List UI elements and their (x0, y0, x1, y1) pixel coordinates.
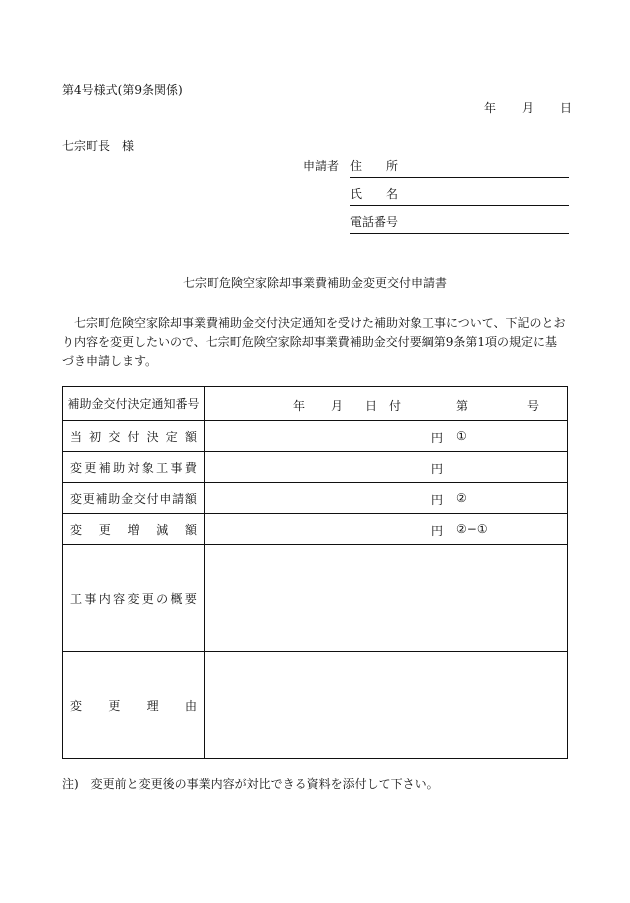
label-char: 要 (184, 591, 197, 606)
label-char: 更 (82, 491, 95, 506)
label-char: 決 (146, 429, 159, 444)
row-label (63, 514, 205, 545)
body-text: 七宗町危険空家除却事業費補助金交付決定通知を受けた補助対象工事について、下記のとおり内容を変更したいので、七宗町危険空家除却事業費補助金交付要綱第9条第1項の規定に基づき申請します。 (62, 316, 566, 368)
table-row (63, 421, 568, 452)
notice-number-label (63, 387, 205, 421)
label-char: 事 (84, 591, 97, 606)
difference-label (63, 521, 204, 538)
label-char: 変 (70, 522, 83, 537)
label-char: 内 (98, 591, 111, 606)
changed-cost-cell[interactable] (205, 452, 568, 483)
label-char: 変 (127, 591, 140, 606)
label-char: 助 (113, 460, 126, 475)
phone-label: 電話番号 (350, 215, 399, 229)
label-char: 変 (70, 698, 83, 713)
label-char: 由 (184, 698, 197, 713)
notice-go: 号 (527, 398, 540, 413)
label-char: 請 (172, 491, 185, 506)
applicant-block (303, 157, 569, 241)
label-char: 交 (133, 491, 146, 506)
label-char: 減 (156, 522, 169, 537)
name-field[interactable] (350, 205, 569, 206)
row-label (63, 545, 205, 652)
label-char: 付 (146, 491, 159, 506)
label-char: 初 (89, 429, 102, 444)
label-char: 額 (184, 522, 197, 537)
table-row (63, 652, 568, 759)
name-label: 氏 名 (350, 187, 399, 201)
yen-unit: 円 (431, 493, 444, 507)
label-char: 対 (127, 460, 140, 475)
application-table (62, 386, 568, 759)
amount-mark: ② (456, 491, 467, 505)
notice-number-cell[interactable] (205, 387, 568, 421)
applicant-name-row (303, 185, 569, 213)
label-char: 理 (146, 698, 159, 713)
row-label (63, 483, 205, 514)
notice-year: 年 (293, 398, 306, 413)
table-row (63, 387, 568, 421)
addressee: 七宗町長 様 (62, 139, 135, 153)
row-label (63, 421, 205, 452)
table-row (63, 545, 568, 652)
label-char: 金 (121, 491, 134, 506)
amount-mark: ②−① (456, 522, 488, 536)
label-char: 更 (108, 698, 121, 713)
form-number: 第4号様式(第9条関係) (62, 83, 183, 97)
label-char: 付 (127, 429, 140, 444)
table-row (63, 514, 568, 545)
summary-cell[interactable] (205, 545, 568, 652)
notice-day: 日 (365, 398, 378, 413)
label-char: 変 (70, 491, 83, 506)
yen-unit: 円 (431, 462, 444, 476)
yen-unit: 円 (431, 431, 444, 445)
notice-dai: 第 (456, 398, 469, 413)
date-year: 年 (484, 101, 497, 115)
label-char: の (156, 591, 169, 606)
table-row (63, 452, 568, 483)
reason-label (63, 697, 204, 714)
label-char: 申 (159, 491, 172, 506)
initial-amount-cell[interactable] (205, 421, 568, 452)
changed-cost-label (63, 459, 204, 476)
label-char: 工 (156, 460, 169, 475)
label-char: 容 (113, 591, 126, 606)
changed-request-label (63, 490, 204, 507)
label-char: 事 (170, 460, 183, 475)
summary-label (63, 590, 204, 607)
label-char: 当 (70, 429, 83, 444)
label-char: 更 (98, 522, 111, 537)
document-title: 七宗町危険空家除却事業費補助金変更交付申請書 (182, 276, 447, 290)
label-char: 額 (184, 429, 197, 444)
reason-cell[interactable] (205, 652, 568, 759)
address-field[interactable] (350, 177, 569, 178)
label-char: 定 (165, 429, 178, 444)
label-char: 更 (141, 591, 154, 606)
amount-mark: ① (456, 429, 467, 443)
table-row (63, 483, 568, 514)
phone-field[interactable] (350, 233, 569, 234)
row-label (63, 652, 205, 759)
row-label (63, 452, 205, 483)
label-char: 交 (108, 429, 121, 444)
footnote: 注) 変更前と変更後の事業内容が対比できる資料を添付して下さい。 (62, 777, 439, 791)
notice-number-label-text: 補助金交付決定通知番号 (67, 397, 200, 411)
label-char: 増 (127, 522, 140, 537)
yen-unit: 円 (431, 524, 444, 538)
date-month: 月 (522, 101, 535, 115)
applicant-phone-row (303, 213, 569, 241)
label-char: 補 (95, 491, 108, 506)
notice-tsuke: 付 (389, 398, 402, 413)
label-char: 象 (141, 460, 154, 475)
label-char: 更 (84, 460, 97, 475)
label-char: 概 (170, 591, 183, 606)
applicant-heading: 申請者 (303, 159, 340, 173)
label-char: 補 (98, 460, 111, 475)
initial-amount-label (63, 428, 204, 445)
label-char: 工 (70, 591, 83, 606)
date-line (484, 99, 572, 116)
difference-cell[interactable] (205, 514, 568, 545)
label-char: 変 (70, 460, 83, 475)
date-day: 日 (560, 101, 573, 115)
label-char: 額 (184, 491, 197, 506)
label-char: 費 (184, 460, 197, 475)
address-label: 住 所 (350, 159, 399, 173)
notice-month: 月 (331, 398, 344, 413)
changed-request-cell[interactable] (205, 483, 568, 514)
label-char: 助 (108, 491, 121, 506)
applicant-address-row (303, 157, 569, 185)
